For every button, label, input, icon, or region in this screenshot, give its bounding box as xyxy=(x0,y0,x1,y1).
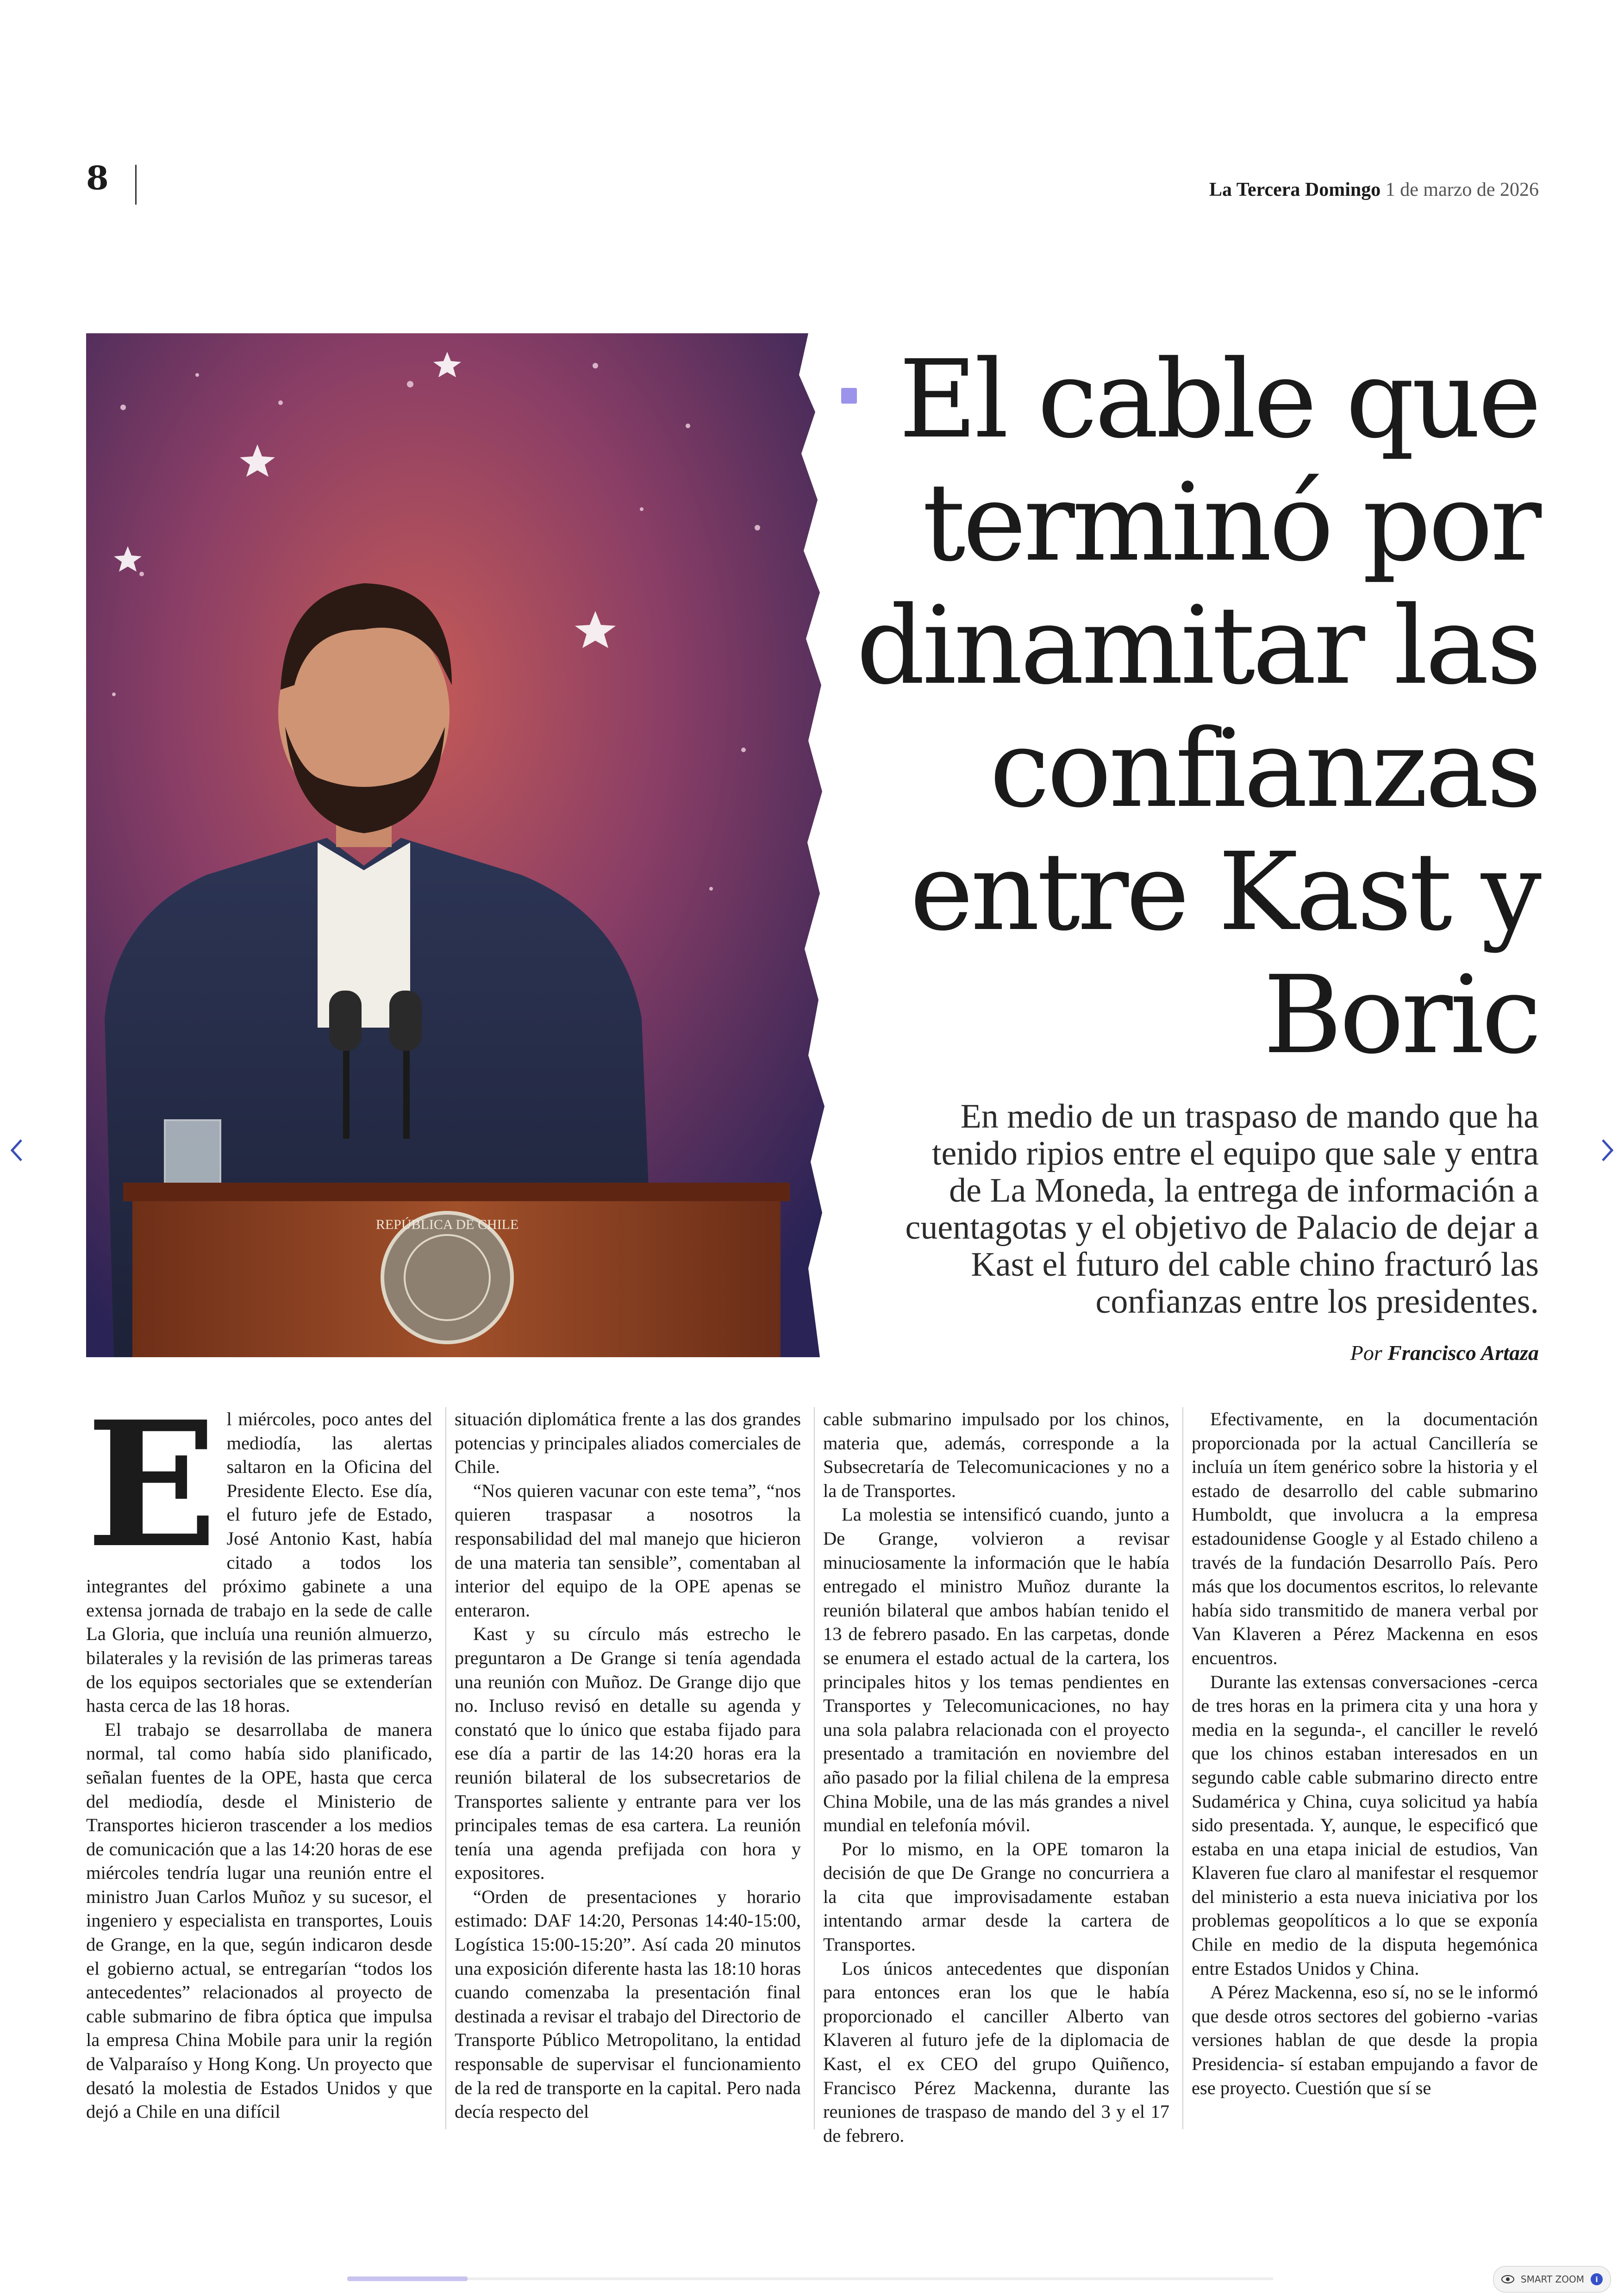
body-column-1 xyxy=(86,1384,432,2124)
headline xyxy=(752,338,1539,1077)
page-number: 8 xyxy=(86,159,109,197)
column-divider xyxy=(814,1407,815,2129)
previous-page-button[interactable] xyxy=(7,1136,26,1164)
smart-zoom-label: SMART ZOOM xyxy=(1520,2274,1584,2285)
paragraph: Por lo mismo, en la OPE tomaron la decisión de que De Grange no concurriera a la cita que improvisadamente estaban intentando armar desde la cartera de Transportes. xyxy=(823,1838,1169,1955)
column-divider xyxy=(1182,1407,1183,2129)
next-page-button[interactable] xyxy=(1598,1136,1617,1164)
publication-name: La Tercera Domingo xyxy=(1209,179,1381,200)
info-icon: i xyxy=(1591,2273,1603,2285)
paragraph: Los únicos antecedentes que disponían para entonces eran los que le había proporcionado el canciller Alberto van Klaveren al futuro jefe de la diplomacia de Kast, el ex CEO del grupo Quiñenco, Francisco Pérez Mackenna, durante las reuniones de traspaso de mando del 3 y el 17 de febrero. xyxy=(823,1958,1169,2146)
paragraph: El trabajo se desarrollaba de manera normal, tal como había sido planificado, señalan fuentes de la OPE, hasta que cerca del mediodía, desde el Ministerio de Transportes hicieron trascender a los medios de comunicación que a las 14:20 horas de ese miércoles tendría lugar una reunión entre el ministro Juan Carlos Muñoz y su sucesor, el ingeniero y especialista en transportes, Louis de Grange, en la que, según indicaron desde el gobierno actual, se entregarían “todos los antecedentes” relacionados al proyecto de cable submarino de fibra óptica que impulsa la empresa China Mobile para unir la región de Valparaíso y Hong Kong. Un proyecto que desató la molestia de Estados Unidos y que dejó a Chile en una difícil xyxy=(86,1719,432,2122)
paragraph: “Nos quieren vacunar con este tema”, “nos quieren traspasar a nosotros la responsabilidad del mal manejo que hicieron de una materia tan sensible”, comentaban al interior del equipo de la OPE apenas se enteraron. xyxy=(455,1480,801,1621)
eye-icon xyxy=(1501,2275,1514,2283)
paragraph: l miércoles, poco antes del mediodía, las alertas saltaron en la Oficina del Presidente Electo. Ese día, el futuro jefe de Estado, José Antonio Kast, había citado a todos los integrantes del próximo gabinete a una extensa jornada de trabajo en la sede de calle La Gloria, que incluía una reunión almuerzo, bilaterales y la revisión de las primeras tareas de los equipos sectoriales que se extenderían hasta cerca de las 18 horas. xyxy=(86,1409,432,1716)
horizontal-scrollbar-track[interactable] xyxy=(347,2277,1273,2280)
body-column-2 xyxy=(455,1407,801,2124)
hero-photo xyxy=(86,333,827,1357)
article-deck: En medio de un traspaso de mando que ha tenido ripios entre el equipo que sale y entra de La Moneda, la entrega de información a cuentagotas y el objetivo de Palacio de dejar a Kast el futuro del cable chino fracturó las confianzas entre los presidentes. xyxy=(905,1098,1539,1321)
masthead xyxy=(1209,178,1539,201)
header-divider xyxy=(135,165,137,205)
body-column-3 xyxy=(823,1407,1169,2147)
publication-date: 1 de marzo de 2026 xyxy=(1385,179,1539,200)
byline-author: Francisco Artaza xyxy=(1387,1341,1539,1365)
lectern-seal-text: REPÚBLICA DE CHILE xyxy=(375,1217,519,1232)
body-column-4 xyxy=(1192,1407,1538,2100)
drop-cap: E xyxy=(86,1384,218,1586)
chevron-left-icon xyxy=(7,1136,26,1164)
image-marker-icon[interactable] xyxy=(841,388,857,404)
paragraph: situación diplomática frente a las dos grandes potencias y principales aliados comerciales de Chile. xyxy=(455,1409,801,1478)
paragraph: Efectivamente, en la documentación proporcionada por la actual Cancillería se incluía un ítem genérico sobre la historia y el estado de desarrollo del cable submarino Humboldt, que involucra a la empresa estadounidense Google y al Estado chileno a través de la fundación Desarrollo País. Pero más que los documentos escritos, lo relevante había sido transmitido de manera verbal por Van Klaveren a Pérez Mackenna en esos encuentros. xyxy=(1192,1409,1538,1668)
headline-text: El cable que terminó por dinamitar las confianzas entre Kast y Boric xyxy=(856,337,1539,1078)
paragraph: “Orden de presentaciones y horario estimado: DAF 14:20, Personas 14:40-15:00, Logística 15:00-15:20”. Así cada 20 minutos una exposición diferente hasta las 18:10 horas cuando comenzaba la presentación final destinada a revisar el trabajo del Directorio de Transporte Público Metropolitano, la entidad responsable de supervisar el funcionamiento de la red de transporte en la capital. Pero nada decía respecto del xyxy=(455,1886,801,2122)
byline xyxy=(1350,1340,1539,1366)
paragraph: Kast y su círculo más estrecho le preguntaron a De Grange si tenía agendada una reunión con Muñoz. De Grange dijo que no. Incluso revisó en detalle su agenda y constató que lo único que estaba fijado para ese día a partir de las 14:20 horas era la reunión bilateral de los subsecretarios de Transportes saliente y entrante para ver los principales temas de esa cartera. La reunión tenía una agenda prefijada con hora y expositores. xyxy=(455,1623,801,1883)
paragraph: cable submarino impulsado por los chinos, materia que, además, corresponde a la Subsecretaría de Telecomunicaciones y no a la de Transportes. xyxy=(823,1409,1169,1501)
byline-prefix: Por xyxy=(1350,1341,1382,1365)
smart-zoom-button[interactable] xyxy=(1493,2266,1611,2293)
paragraph: La molestia se intensificó cuando, junto a De Grange, volvieron a revisar minuciosamente la información que le había entregado el ministro Muñoz durante la reunión bilateral que ambos habían tenido el 13 de febrero pasado. En las carpetas, donde se enumera el estado actual de la cartera, los principales hitos y los temas pendientes en Transportes y Telecomunicaciones, no hay una sola palabra relacionada con el proyecto presentado a tramitación en noviembre del año pasado por la filial chilena de la empresa China Mobile, una de las más grandes a nivel mundial en telefonía móvil. xyxy=(823,1504,1169,1836)
paragraph: Durante las extensas conversaciones -cerca de tres horas en la primera cita y una hora y media en la segunda-, el canciller le reveló que los chinos estaban interesados en un segundo cable cable submarino directo entre Sudamérica y China, cuya solicitud ya había sido presentada. Y, aunque, le especificó que estaba en una etapa inicial de estudios, Van Klaveren fue claro al manifestar el resquemor del ministerio a esta nueva iniciativa por los problemas geopolíticos a lo que se exponía Chile en medio de la disputa hegemónica entre Estados Unidos y China. xyxy=(1192,1671,1538,1979)
column-divider xyxy=(445,1407,446,2129)
chevron-right-icon xyxy=(1598,1136,1617,1164)
paragraph: A Pérez Mackenna, eso sí, no se le informó que desde otros sectores del gobierno -varias versiones hablan de que desde la propia Presidencia- sí estaban empujando a favor de ese proyecto. Cuestión que sí se xyxy=(1192,1982,1538,2098)
horizontal-scrollbar-thumb[interactable] xyxy=(347,2276,468,2281)
